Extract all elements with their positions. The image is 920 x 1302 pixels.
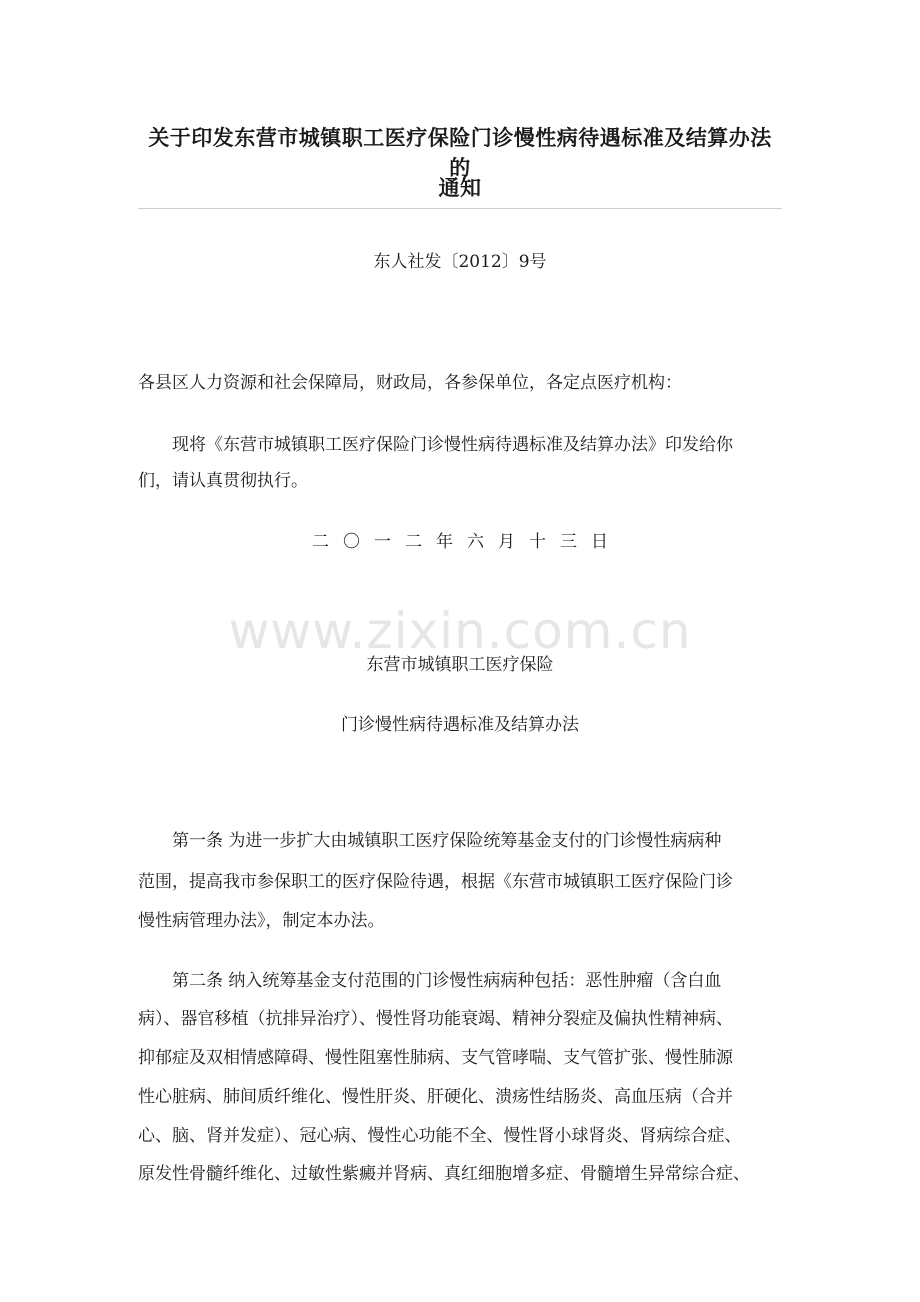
date-char: 〇 (343, 532, 360, 552)
document-title-line1: 关于印发东营市城镇职工医疗保险门诊慢性病待遇标准及结算办法的 (148, 126, 772, 180)
body-line: 现将《东营市城镇职工医疗保险门诊慢性病待遇标准及结算办法》印发给你 (138, 435, 733, 455)
date-char: 六 (467, 532, 484, 552)
date-char: 一 (374, 532, 391, 552)
date-char: 月 (498, 532, 515, 552)
subtitle-line2: 门诊慢性病待遇标准及结算办法 (341, 715, 579, 735)
date-char: 十 (529, 532, 546, 552)
date-char: 日 (591, 532, 608, 552)
issue-date (138, 527, 782, 552)
article2-line: 心、脑、肾并发症）、冠心病、慢性心功能不全、慢性肾小球肾炎、肾病综合症、 (138, 1126, 742, 1146)
body-line: 们，请认真贯彻执行。 (138, 471, 308, 491)
date-char: 二 (312, 532, 329, 552)
article2-line: 原发性骨髓纤维化、过敏性紫癜并肾病、真红细胞增多症、骨髓增生异常综合症、 (138, 1164, 750, 1184)
article2-line: 第二条 纳入统筹基金支付范围的门诊慢性病病种包括：恶性肿瘤（含白血 (138, 971, 722, 991)
recipients-line: 各县区人力资源和社会保障局，财政局，各参保单位，各定点医疗机构： (138, 373, 682, 393)
date-char: 年 (436, 532, 453, 552)
article1-line: 慢性病管理办法》，制定本办法。 (138, 911, 385, 931)
date-char: 三 (560, 532, 577, 552)
article1-line: 范围，提高我市参保职工的医疗保险待遇，根据《东营市城镇职工医疗保险门诊 (138, 872, 733, 892)
article2-line: 性心脏病、肺间质纤维化、慢性肝炎、肝硬化、溃疡性结肠炎、高血压病（合并 (138, 1087, 733, 1107)
title-divider (138, 208, 782, 209)
document-title-line2: 通知 (438, 176, 482, 200)
document-number: 东人社发〔2012〕9号 (373, 252, 547, 272)
article2-line: 抑郁症及双相情感障碍、慢性阻塞性肺病、支气管哮喘、支气管扩张、慢性肺源 (138, 1048, 733, 1068)
watermark: www.zixin.com.cn (228, 602, 692, 660)
article2-line: 病）、器官移植（抗排异治疗）、慢性肾功能衰竭、精神分裂症及偏执性精神病、 (138, 1009, 733, 1029)
article1-line: 第一条 为进一步扩大由城镇职工医疗保险统筹基金支付的门诊慢性病病种 (138, 831, 722, 851)
subtitle-line1: 东营市城镇职工医疗保险 (366, 655, 554, 675)
date-char: 二 (405, 532, 422, 552)
